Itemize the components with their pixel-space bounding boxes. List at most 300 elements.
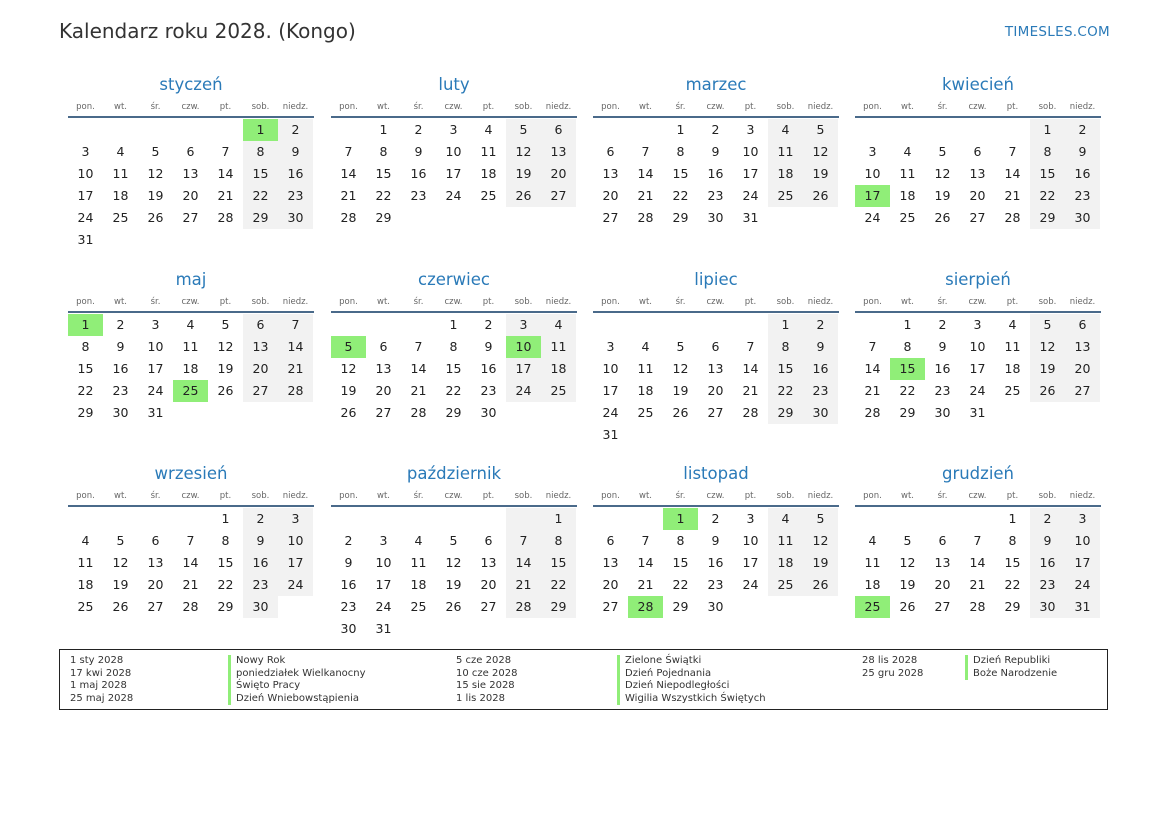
week-row: [331, 207, 577, 229]
empty-day-cell: [855, 508, 890, 530]
day-cell: 13: [969, 166, 986, 181]
day-cell: 14: [217, 166, 234, 181]
empty-day-cell: [663, 314, 698, 336]
day-cell: 14: [1004, 166, 1021, 181]
day-cell: 7: [344, 144, 353, 159]
day-cell: 22: [541, 574, 576, 596]
day-cell: 5: [221, 317, 230, 332]
legend-dates: [862, 655, 923, 680]
day-cell: 29: [768, 402, 803, 424]
day-cell: 29: [672, 210, 689, 225]
day-cell: 28: [182, 599, 199, 614]
week-row: [68, 163, 314, 185]
day-cell: 26: [1030, 380, 1065, 402]
day-cell: 16: [278, 163, 313, 185]
empty-day-cell: [366, 508, 401, 530]
day-cell: 25: [480, 188, 497, 203]
week-row: [331, 163, 577, 185]
day-cell: 15: [375, 166, 392, 181]
day-cell: 21: [506, 574, 541, 596]
day-cell: 11: [637, 361, 654, 376]
day-cell: 30: [480, 405, 497, 420]
day-cell: 23: [410, 188, 427, 203]
week-row: [855, 380, 1101, 402]
empty-day-cell: [541, 402, 576, 424]
day-cell: 12: [899, 555, 916, 570]
day-cell: 15: [243, 163, 278, 185]
day-cell: 16: [1030, 552, 1065, 574]
empty-day-cell: [173, 229, 208, 251]
day-cell: 14: [340, 166, 357, 181]
weekday-label: pon.: [601, 491, 620, 501]
weekday-header: [855, 487, 1101, 507]
empty-day-cell: [890, 119, 925, 141]
day-cell: 11: [864, 555, 881, 570]
day-cell: 5: [1030, 314, 1065, 336]
day-cell: 17: [855, 185, 890, 207]
day-cell: 2: [278, 119, 313, 141]
day-cell: 23: [707, 188, 724, 203]
day-cell: 18: [77, 577, 94, 592]
day-cell: 18: [410, 577, 427, 592]
day-cell: 24: [602, 405, 619, 420]
day-cell: 23: [480, 383, 497, 398]
day-cell: 16: [410, 166, 427, 181]
day-cell: 21: [637, 577, 654, 592]
day-cell: 4: [768, 508, 803, 530]
weekday-label: śr.: [150, 102, 161, 112]
day-cell: 7: [1008, 144, 1017, 159]
day-cell: 29: [672, 599, 689, 614]
empty-day-cell: [103, 229, 138, 251]
day-cell: 21: [864, 383, 881, 398]
day-cell: 9: [344, 555, 353, 570]
empty-day-cell: [471, 618, 506, 640]
weekday-label: pt.: [744, 297, 757, 307]
day-cell: 13: [707, 361, 724, 376]
legend-dates: [70, 655, 133, 705]
day-cell: 17: [278, 552, 313, 574]
week-row: [855, 207, 1101, 229]
week-row: [593, 402, 839, 424]
legend-holiday-name: Dzień Niepodległości: [617, 680, 766, 693]
day-cell: 2: [414, 122, 423, 137]
day-cell: 7: [414, 339, 423, 354]
week-row: [593, 380, 839, 402]
day-cell: 14: [742, 361, 759, 376]
day-cell: 27: [541, 185, 576, 207]
day-cell: 26: [803, 574, 838, 596]
day-cell: 13: [602, 166, 619, 181]
day-cell: 13: [1065, 336, 1100, 358]
day-cell: 6: [484, 533, 493, 548]
day-cell: 3: [746, 122, 755, 137]
day-cell: 30: [1065, 207, 1100, 229]
day-cell: 25: [768, 185, 803, 207]
day-cell: 21: [1004, 188, 1021, 203]
weekday-header: [855, 293, 1101, 313]
day-cell: 24: [864, 210, 881, 225]
day-cell: 18: [899, 188, 916, 203]
empty-day-cell: [1065, 402, 1100, 424]
day-cell: 23: [707, 577, 724, 592]
empty-day-cell: [401, 207, 436, 229]
legend-holiday-name: Dzień Wniebowstąpienia: [228, 693, 366, 706]
week-row: [855, 552, 1101, 574]
day-cell: 28: [217, 210, 234, 225]
day-cell: 28: [969, 599, 986, 614]
day-cell: 22: [672, 577, 689, 592]
day-cell: 31: [147, 405, 164, 420]
month-calendar: [855, 268, 1101, 424]
day-cell: 17: [1065, 552, 1100, 574]
weekday-label: czw.: [181, 491, 200, 501]
day-cell: 19: [445, 577, 462, 592]
week-row: [331, 358, 577, 380]
empty-day-cell: [436, 508, 471, 530]
empty-day-cell: [278, 596, 313, 618]
day-cell: 9: [1065, 141, 1100, 163]
day-cell: 23: [340, 599, 357, 614]
day-cell: 30: [278, 207, 313, 229]
weekday-label: czw.: [444, 102, 463, 112]
weekday-label: śr.: [413, 491, 424, 501]
empty-day-cell: [506, 508, 541, 530]
day-cell: 19: [1030, 358, 1065, 380]
day-cell: 25: [77, 599, 94, 614]
day-cell: 29: [243, 207, 278, 229]
month-calendar: [68, 462, 314, 618]
weekday-label: czw.: [444, 491, 463, 501]
day-cell: 24: [969, 383, 986, 398]
empty-day-cell: [593, 314, 628, 336]
day-cell: 1: [676, 122, 685, 137]
weekday-label: sob.: [251, 102, 270, 112]
day-cell: 29: [899, 405, 916, 420]
day-cell: 5: [803, 508, 838, 530]
month-calendar: [331, 462, 577, 640]
day-cell: 11: [182, 339, 199, 354]
weekday-label: śr.: [150, 491, 161, 501]
day-cell: 1: [541, 508, 576, 530]
weekday-label: pt.: [219, 102, 232, 112]
day-cell: 6: [1065, 314, 1100, 336]
week-row: [68, 402, 314, 424]
day-cell: 3: [379, 533, 388, 548]
empty-day-cell: [628, 119, 663, 141]
weekday-header: [331, 98, 577, 118]
day-cell: 4: [903, 144, 912, 159]
day-cell: 22: [445, 383, 462, 398]
weekday-label: pt.: [1006, 491, 1019, 501]
day-cell: 2: [484, 317, 493, 332]
day-cell: 24: [506, 380, 541, 402]
day-cell: 6: [711, 339, 720, 354]
weekday-label: pon.: [339, 491, 358, 501]
empty-day-cell: [278, 229, 313, 251]
day-cell: 8: [379, 144, 388, 159]
week-row: [593, 574, 839, 596]
empty-day-cell: [995, 402, 1030, 424]
legend-date: 1 maj 2028: [70, 680, 127, 692]
week-row: [593, 163, 839, 185]
week-row: [593, 119, 839, 141]
week-row: [331, 530, 577, 552]
day-cell: 28: [628, 596, 663, 618]
page-title: Kalendarz roku 2028. (Kongo): [59, 19, 356, 43]
month-calendar: [331, 268, 577, 424]
empty-day-cell: [138, 229, 173, 251]
day-cell: 7: [278, 314, 313, 336]
day-cell: 19: [803, 552, 838, 574]
day-cell: 17: [602, 383, 619, 398]
day-cell: 26: [445, 599, 462, 614]
day-cell: 4: [81, 533, 90, 548]
day-cell: 9: [711, 144, 720, 159]
day-cell: 23: [803, 380, 838, 402]
day-cell: 24: [445, 188, 462, 203]
day-cell: 8: [1008, 533, 1017, 548]
day-cell: 14: [637, 166, 654, 181]
month-name: lipiec: [694, 270, 738, 289]
day-cell: 9: [414, 144, 423, 159]
empty-day-cell: [331, 119, 366, 141]
empty-day-cell: [960, 508, 995, 530]
day-cell: 27: [934, 599, 951, 614]
legend-date: 1 sty 2028: [70, 655, 124, 666]
weekday-header: [68, 487, 314, 507]
day-cell: 25: [410, 599, 427, 614]
weekday-label: śr.: [675, 102, 686, 112]
day-cell: 29: [1030, 207, 1065, 229]
day-cell: 24: [77, 210, 94, 225]
empty-day-cell: [925, 119, 960, 141]
day-cell: 26: [340, 405, 357, 420]
day-cell: 2: [116, 317, 125, 332]
day-cell: 18: [480, 166, 497, 181]
empty-day-cell: [471, 508, 506, 530]
day-cell: 21: [340, 188, 357, 203]
day-cell: 26: [112, 599, 129, 614]
day-cell: 23: [112, 383, 129, 398]
day-cell: 22: [243, 185, 278, 207]
day-cell: 22: [672, 188, 689, 203]
month-calendar: [593, 462, 839, 618]
day-cell: 11: [112, 166, 129, 181]
legend-names: [965, 655, 1057, 680]
empty-day-cell: [401, 618, 436, 640]
day-cell: 10: [1065, 530, 1100, 552]
empty-day-cell: [68, 508, 103, 530]
day-cell: 28: [340, 210, 357, 225]
weekday-label: pt.: [1006, 102, 1019, 112]
day-cell: 13: [541, 141, 576, 163]
weekday-label: pt.: [219, 491, 232, 501]
empty-day-cell: [436, 207, 471, 229]
weekday-label: czw.: [706, 491, 725, 501]
day-cell: 8: [676, 144, 685, 159]
day-cell: 29: [541, 596, 576, 618]
legend-date: 10 cze 2028: [456, 667, 518, 679]
legend-holiday-name: Boże Narodzenie: [965, 668, 1057, 681]
day-cell: 20: [375, 383, 392, 398]
day-cell: 22: [1004, 577, 1021, 592]
weekday-label: niedz.: [807, 102, 834, 112]
day-cell: 24: [375, 599, 392, 614]
weekday-header: [68, 98, 314, 118]
weekday-label: czw.: [968, 297, 987, 307]
day-cell: 12: [506, 141, 541, 163]
month-calendar: [855, 73, 1101, 229]
weekday-header: [331, 293, 577, 313]
week-row: [593, 336, 839, 358]
day-cell: 2: [803, 314, 838, 336]
day-cell: 30: [934, 405, 951, 420]
day-cell: 20: [934, 577, 951, 592]
week-row: [855, 358, 1101, 380]
day-cell: 20: [969, 188, 986, 203]
day-cell: 29: [1004, 599, 1021, 614]
day-cell: 17: [375, 577, 392, 592]
empty-day-cell: [593, 119, 628, 141]
weekday-header: [331, 487, 577, 507]
day-cell: 21: [742, 383, 759, 398]
day-cell: 1: [663, 508, 698, 530]
day-cell: 8: [768, 336, 803, 358]
weekday-label: niedz.: [545, 297, 572, 307]
empty-day-cell: [733, 424, 768, 446]
weekday-label: pt.: [482, 297, 495, 307]
day-cell: 13: [602, 555, 619, 570]
day-cell: 27: [707, 405, 724, 420]
weekday-label: sob.: [514, 297, 533, 307]
day-cell: 2: [711, 511, 720, 526]
week-row: [68, 141, 314, 163]
month-name: styczeń: [159, 75, 223, 94]
day-cell: 18: [768, 552, 803, 574]
empty-day-cell: [506, 618, 541, 640]
weekday-label: pt.: [744, 102, 757, 112]
day-cell: 3: [81, 144, 90, 159]
day-cell: 15: [890, 358, 925, 380]
day-cell: 1: [768, 314, 803, 336]
day-cell: 28: [637, 210, 654, 225]
weekday-label: sob.: [776, 491, 795, 501]
day-cell: 2: [1030, 508, 1065, 530]
day-cell: 6: [243, 314, 278, 336]
weekday-label: śr.: [937, 297, 948, 307]
week-row: [331, 185, 577, 207]
day-cell: 10: [602, 361, 619, 376]
week-row: [593, 358, 839, 380]
day-cell: 12: [340, 361, 357, 376]
day-cell: 22: [77, 383, 94, 398]
day-cell: 24: [278, 574, 313, 596]
day-cell: 17: [77, 188, 94, 203]
empty-day-cell: [506, 402, 541, 424]
day-cell: 20: [602, 577, 619, 592]
day-cell: 9: [484, 339, 493, 354]
day-cell: 19: [803, 163, 838, 185]
weekday-header: [593, 98, 839, 118]
day-cell: 16: [480, 361, 497, 376]
legend-holiday-name: Nowy Rok: [228, 655, 366, 668]
day-cell: 18: [182, 361, 199, 376]
day-cell: 8: [541, 530, 576, 552]
day-cell: 15: [541, 552, 576, 574]
empty-day-cell: [593, 508, 628, 530]
empty-day-cell: [173, 119, 208, 141]
day-cell: 26: [217, 383, 234, 398]
week-row: [855, 163, 1101, 185]
weekday-label: sob.: [1038, 297, 1057, 307]
weekday-label: sob.: [776, 297, 795, 307]
day-cell: 4: [1008, 317, 1017, 332]
week-row: [855, 402, 1101, 424]
day-cell: 2: [711, 122, 720, 137]
day-cell: 16: [112, 361, 129, 376]
day-cell: 11: [1004, 339, 1021, 354]
day-cell: 31: [742, 210, 759, 225]
day-cell: 31: [602, 427, 619, 442]
weekday-label: pon.: [601, 102, 620, 112]
weekday-header: [593, 293, 839, 313]
week-row: [68, 314, 314, 336]
day-cell: 14: [410, 361, 427, 376]
day-cell: 31: [1065, 596, 1100, 618]
empty-day-cell: [768, 207, 803, 229]
week-row: [68, 229, 314, 251]
day-cell: 27: [480, 599, 497, 614]
weekday-label: niedz.: [807, 491, 834, 501]
day-cell: 2: [1065, 119, 1100, 141]
weekday-label: śr.: [413, 102, 424, 112]
day-cell: 31: [375, 621, 392, 636]
day-cell: 17: [506, 358, 541, 380]
day-cell: 2: [344, 533, 353, 548]
weekday-label: niedz.: [545, 102, 572, 112]
week-row: [855, 596, 1101, 618]
day-cell: 9: [243, 530, 278, 552]
week-row: [593, 314, 839, 336]
day-cell: 6: [938, 533, 947, 548]
weekday-label: wt.: [901, 297, 914, 307]
empty-day-cell: [436, 618, 471, 640]
day-cell: 1: [903, 317, 912, 332]
weekday-label: sob.: [251, 491, 270, 501]
day-cell: 5: [803, 119, 838, 141]
week-row: [855, 574, 1101, 596]
site-link[interactable]: TIMESLES.COM: [1004, 24, 1110, 40]
day-cell: 5: [331, 336, 366, 358]
day-cell: 6: [606, 144, 615, 159]
day-cell: 12: [217, 339, 234, 354]
empty-day-cell: [803, 424, 838, 446]
weekday-label: niedz.: [1069, 491, 1096, 501]
day-cell: 4: [641, 339, 650, 354]
weekday-label: pt.: [219, 297, 232, 307]
legend-holiday-name: Wigilia Wszystkich Świętych: [617, 693, 766, 706]
day-cell: 28: [410, 405, 427, 420]
day-cell: 19: [899, 577, 916, 592]
day-cell: 10: [864, 166, 881, 181]
day-cell: 12: [803, 141, 838, 163]
day-cell: 20: [182, 188, 199, 203]
day-cell: 27: [147, 599, 164, 614]
day-cell: 4: [768, 119, 803, 141]
day-cell: 21: [278, 358, 313, 380]
week-row: [593, 508, 839, 530]
